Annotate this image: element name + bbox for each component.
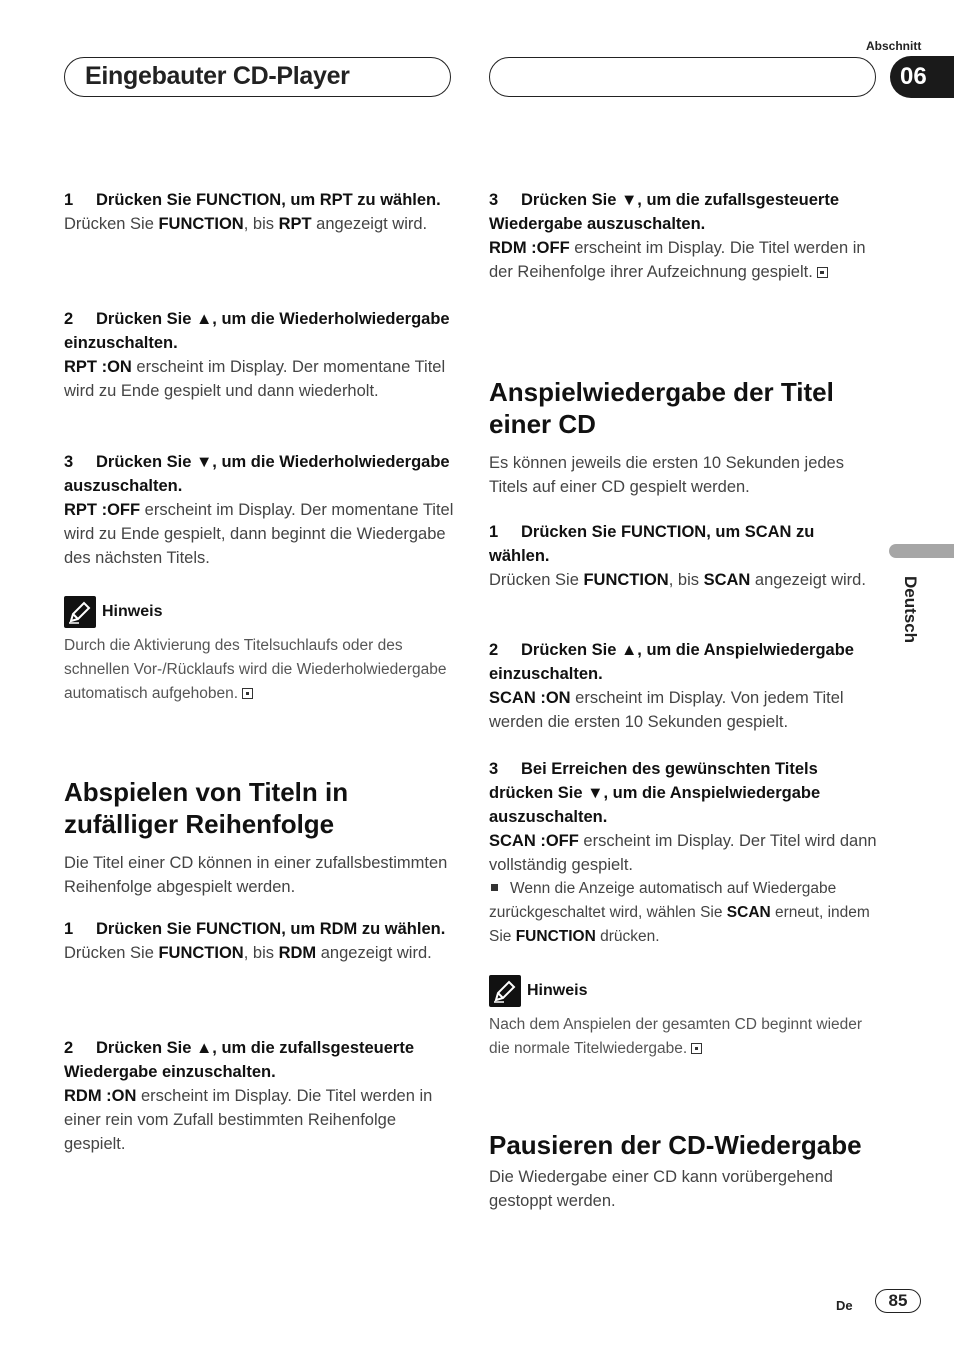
step-heading: 1 Drücken Sie FUNCTION, um RDM zu wählen. xyxy=(64,920,446,938)
step-body: SCAN :ON erscheint im Display. Von jedem Titel werden die ersten 10 Sekunden gespielt. xyxy=(489,689,844,731)
end-mark-icon xyxy=(691,1043,702,1054)
pencil-note-icon xyxy=(64,596,96,628)
header-empty-box xyxy=(489,57,876,97)
step-body: SCAN :OFF erscheint im Display. Der Titel wird dann vollständig gespielt. xyxy=(489,832,877,874)
note-box xyxy=(64,596,454,706)
side-language-tab xyxy=(889,544,954,558)
step-rpt-off xyxy=(64,450,454,570)
step-rdm-off xyxy=(489,188,879,284)
pencil-note-icon xyxy=(489,975,521,1007)
note-heading: Hinweis xyxy=(489,975,879,1007)
step-heading: 2 Drücken Sie ▲, um die Anspielwiedergabe einzuschalten. xyxy=(489,641,854,683)
step-heading: 3 Drücken Sie ▼, um die Wiederholwiedergabe auszuschalten. xyxy=(64,453,450,495)
bullet-item: Wenn die Anzeige automatisch auf Wiedergabe zurückgeschaltet wird, wählen Sie SCAN erneut, indem Sie FUNCTION drücken. xyxy=(489,880,870,945)
step-scan-select xyxy=(489,520,879,592)
bullet-square-icon xyxy=(491,884,498,891)
note-box xyxy=(489,975,879,1061)
section-intro: Die Wiedergabe einer CD kann vorübergehend gestoppt werden. xyxy=(489,1168,833,1210)
step-heading: 3 Bei Erreichen des gewünschten Titels drücken Sie ▼, um die Anspielwiedergabe auszuschalten. xyxy=(489,760,821,826)
section-intro: Es können jeweils die ersten 10 Sekunden jedes Titels auf einer CD gespielt werden. xyxy=(489,454,844,496)
step-body: Drücken Sie FUNCTION, bis RPT angezeigt wird. xyxy=(64,215,428,233)
note-heading: Hinweis xyxy=(64,596,454,628)
step-body: RPT :OFF erscheint im Display. Der momentane Titel wird zu Ende gespielt, dann beginnt die Wiedergabe des nächsten Titels. xyxy=(64,501,454,567)
step-rdm-on xyxy=(64,1036,454,1156)
section-number-badge: 06 xyxy=(890,56,954,98)
step-body: RPT :ON erscheint im Display. Der momentane Titel wird zu Ende gespielt und dann wiederholt. xyxy=(64,358,446,400)
step-body: RDM :OFF erscheint im Display. Die Titel werden in der Reihenfolge ihrer Aufzeichnung gespielt. xyxy=(489,239,866,281)
step-rpt-on xyxy=(64,307,454,403)
end-mark-icon xyxy=(817,267,828,278)
section-heading: Pausieren der CD-Wiedergabe xyxy=(489,1130,862,1160)
step-rpt-select xyxy=(64,188,454,236)
page-number: 85 xyxy=(875,1289,921,1313)
section-heading: Anspielwiedergabe der Titel einer CD xyxy=(489,377,834,439)
section-label: Abschnitt xyxy=(866,39,922,53)
section-pause xyxy=(489,1129,879,1213)
side-language-label: Deutsch xyxy=(901,576,920,644)
section-intro: Die Titel einer CD können in einer zufallsbestimmten Reihenfolge abgespielt werden. xyxy=(64,854,448,896)
step-heading: 3 Drücken Sie ▼, um die zufallsgesteuerte Wiedergabe auszuschalten. xyxy=(489,191,840,233)
step-scan-on xyxy=(489,638,879,734)
step-heading: 1 Drücken Sie FUNCTION, um SCAN zu wählen. xyxy=(489,523,815,565)
step-heading: 2 Drücken Sie ▲, um die zufallsgesteuerte Wiedergabe einzuschalten. xyxy=(64,1039,415,1081)
section-heading: Abspielen von Titeln in zufälliger Reihenfolge xyxy=(64,777,349,839)
step-body: Drücken Sie FUNCTION, bis RDM angezeigt wird. xyxy=(64,944,432,962)
step-body: Drücken Sie FUNCTION, bis SCAN angezeigt wird. xyxy=(489,571,866,589)
section-random xyxy=(64,776,454,899)
note-text: Nach dem Anspielen der gesamten CD beginnt wieder die normale Titelwiedergabe. xyxy=(489,1016,863,1057)
step-heading: 1 Drücken Sie FUNCTION, um RPT zu wählen. xyxy=(64,191,441,209)
note-text: Durch die Aktivierung des Titelsuchlaufs oder des schnellen Vor-/Rücklaufs wird die Wiederholwiedergabe automatisch aufgehoben. xyxy=(64,637,447,702)
step-scan-off xyxy=(489,757,879,949)
step-rdm-select xyxy=(64,917,454,965)
end-mark-icon xyxy=(242,688,253,699)
chapter-title: Eingebauter CD-Player xyxy=(85,62,350,90)
footer-language: De xyxy=(836,1298,853,1313)
section-scan xyxy=(489,376,879,499)
chapter-title-box xyxy=(64,57,451,97)
step-heading: 2 Drücken Sie ▲, um die Wiederholwiedergabe einzuschalten. xyxy=(64,310,450,352)
step-body: RDM :ON erscheint im Display. Die Titel werden in einer rein vom Zufall bestimmten Reihenfolge gespielt. xyxy=(64,1087,433,1153)
